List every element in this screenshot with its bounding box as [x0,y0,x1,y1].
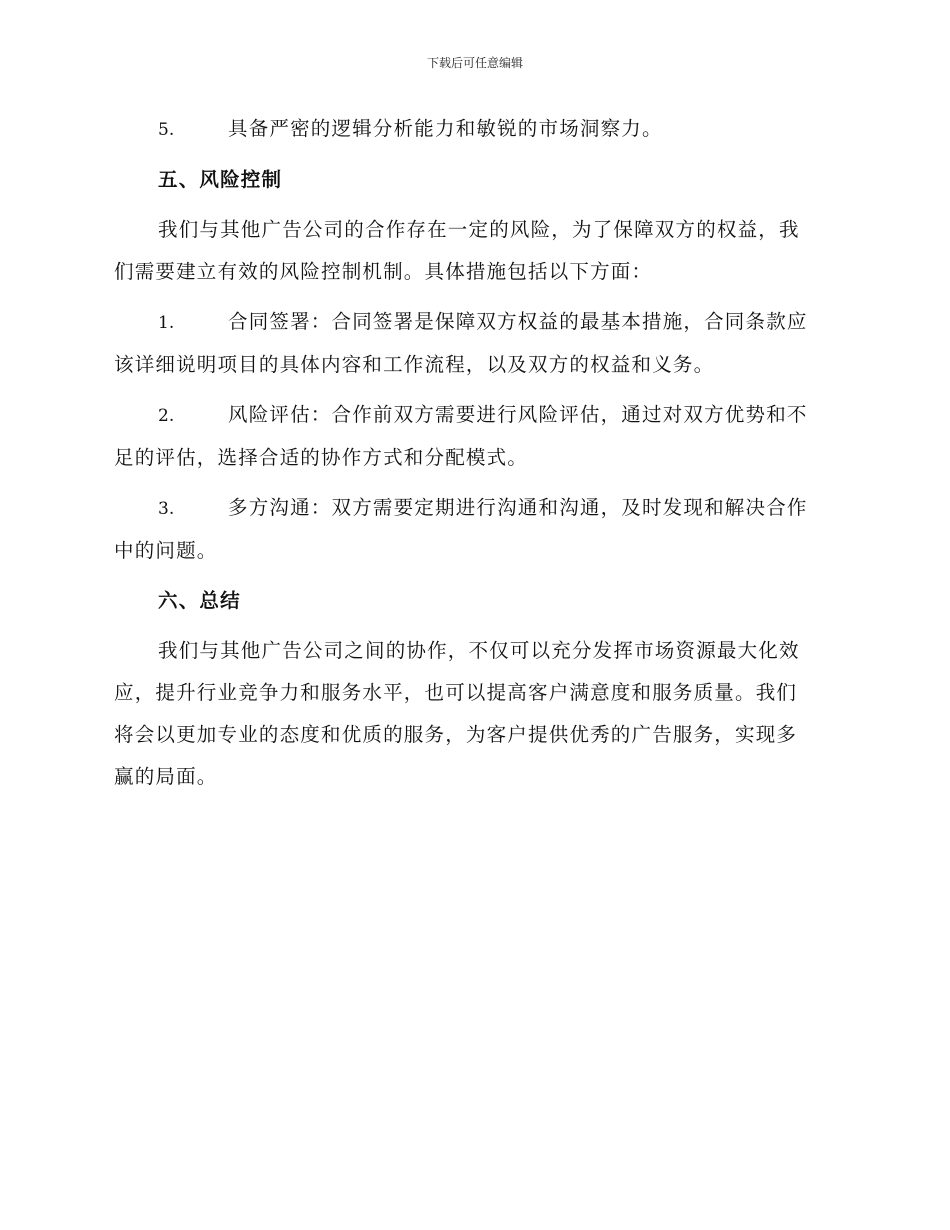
list-text-continued: 中的问题。 [114,539,218,562]
list-number: 3. [158,499,175,519]
list-number: 1. [158,313,175,333]
page-header: 下载后可任意编辑 [426,56,523,70]
paragraph-line: 赢的局面。 [114,765,218,788]
list-number: 5. [158,120,175,140]
list-item-3 [114,487,834,572]
paragraph-line: 将会以更加专业的态度和优质的服务，为客户提供优秀的广告服务，实现多 [114,723,798,746]
paragraph-line: 应，提升行业竞争力和服务水平，也可以提高客户满意度和服务质量。我们 [114,681,798,704]
list-text: 多方沟通：双方需要定期进行沟通和沟通，及时发现和解决合作 [228,496,808,519]
list-text: 具备严密的逻辑分析能力和敏锐的市场洞察力。 [228,117,663,140]
paragraph-line: 我们与其他广告公司的合作存在一定的风险，为了保障双方的权益，我 [158,218,800,241]
list-item-5 [114,108,834,151]
list-item-1 [114,301,834,386]
list-text: 风险评估：合作前双方需要进行风险评估，通过对双方优势和不 [228,403,808,426]
section-heading-risk-control: 五、风险控制 [158,168,283,191]
list-text-continued: 该详细说明项目的具体内容和工作流程，以及双方的权益和义务。 [114,353,715,376]
document-body [114,108,834,806]
paragraph-line: 们需要建立有效的风险控制机制。具体措施包括以下方面： [114,260,653,283]
paragraph-line: 我们与其他广告公司之间的协作，不仅可以充分发挥市场资源最大化效 [158,639,800,662]
list-text-continued: 足的评估，选择合适的协作方式和分配模式。 [114,446,529,469]
list-number: 2. [158,406,175,426]
list-text: 合同签署：合同签署是保障双方权益的最基本措施，合同条款应 [228,310,808,333]
paragraph-risk-intro [114,209,834,293]
section-heading-summary: 六、总结 [158,589,241,612]
list-item-2 [114,394,834,479]
paragraph-summary [114,630,834,798]
